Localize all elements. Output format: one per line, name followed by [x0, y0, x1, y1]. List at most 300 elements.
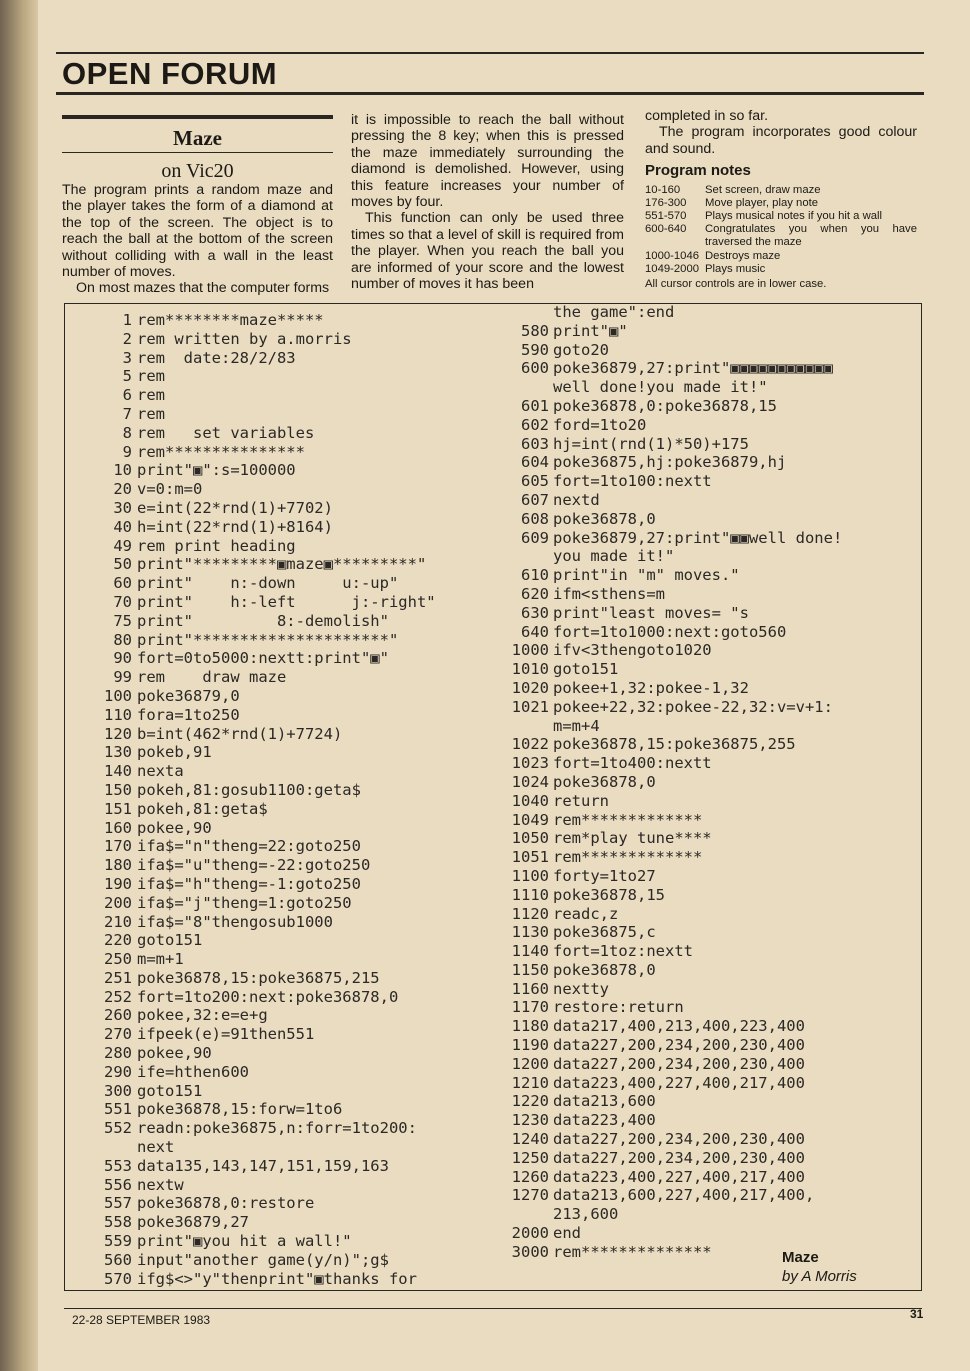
code-statement: rem********maze***** [137, 311, 324, 329]
line-number: 270 [104, 1025, 132, 1044]
line-number: 1200 [511, 1054, 549, 1073]
line-number: 1150 [511, 960, 549, 979]
code-line [82, 913, 494, 932]
code-line [82, 969, 494, 988]
line-number: 130 [104, 743, 132, 762]
line-number: 630 [521, 603, 549, 622]
code-line [503, 341, 913, 360]
line-number: 1130 [511, 923, 549, 942]
code-statement: print"▣" [553, 321, 628, 340]
code-statement: print"*********************" [137, 630, 399, 649]
code-statement: rem [137, 386, 165, 405]
code-statement: poke36879,27:print"▣▣well done! [553, 528, 843, 547]
code-line [82, 349, 494, 368]
code-line [503, 453, 913, 472]
code-statement: ford=1to20 [553, 415, 647, 434]
code-line [82, 499, 494, 518]
code-line [82, 762, 494, 781]
code-line [503, 829, 913, 848]
note-line-range: 10-160 [645, 183, 681, 196]
code-line [82, 631, 494, 650]
note-line-range: 551-570 [645, 210, 687, 223]
line-number: 604 [521, 453, 549, 472]
code-line [503, 980, 913, 999]
code-statement: print" n:-down u:-up" [137, 574, 399, 593]
line-number: 610 [521, 566, 549, 585]
code-line [82, 1025, 494, 1044]
code-continuation: m=m+4 [553, 716, 600, 735]
code-line [82, 1270, 494, 1289]
code-line [82, 1157, 494, 1176]
code-line [503, 1111, 913, 1130]
line-number: 1190 [511, 1036, 549, 1055]
title-top-rule [62, 115, 333, 119]
credit-author: by A Morris [782, 1268, 857, 1285]
line-number: 3000 [511, 1242, 549, 1261]
line-number: 1100 [511, 866, 549, 885]
line-number: 1023 [511, 754, 549, 773]
code-line [82, 894, 494, 913]
code-statement: fort=1to1000:next:goto560 [553, 622, 787, 641]
code-statement: poke36875,hj:poke36879,hj [553, 453, 787, 472]
code-line [503, 942, 913, 961]
line-number: 605 [521, 472, 549, 491]
paragraph: completed in so far. [645, 108, 769, 124]
code-statement: poke36878,15 [553, 885, 665, 904]
code-statement: poke36878,15:poke36875,215 [137, 968, 380, 987]
code-statement: poke36878,0:poke36878,15 [553, 396, 777, 415]
code-statement: restore:return [553, 998, 684, 1017]
code-statement: rem************* [553, 848, 703, 867]
code-line [82, 687, 494, 706]
line-number: 1250 [511, 1148, 549, 1167]
page-gutter-shadow [0, 0, 38, 1371]
program-note [645, 184, 917, 197]
issue-date: 22-28 SEPTEMBER 1983 [72, 1313, 211, 1327]
note-line-range: 1049-2000 [645, 262, 700, 275]
line-number: 210 [104, 912, 132, 931]
code-line [503, 1168, 913, 1187]
footer-rule [64, 1308, 922, 1309]
program-note [645, 263, 917, 276]
code-statement: data223,400 [553, 1111, 656, 1130]
program-note [645, 197, 917, 210]
paragraph: On most mazes that the computer forms [76, 280, 330, 297]
code-line [503, 998, 913, 1017]
code-line [82, 1251, 494, 1270]
code-statement: the game":end [553, 303, 675, 321]
code-statement: rem date:28/2/83 [137, 348, 296, 367]
line-number: 9 [122, 442, 132, 461]
code-statement: readn:poke36875,n:forr=1to200: [137, 1119, 417, 1138]
code-line [82, 367, 494, 386]
note-description: Plays music [705, 262, 766, 275]
program-listing-left [82, 311, 494, 1288]
code-continuation: well done!you made it!" [553, 378, 768, 397]
note-description: Set screen, draw maze [705, 183, 821, 196]
note-description: Congratulates you when you have traversed the maze [705, 223, 917, 249]
code-line [503, 1224, 913, 1243]
code-statement: poke36879,0 [137, 686, 240, 705]
code-statement: print"in "m" moves." [553, 566, 740, 585]
line-number: 110 [104, 705, 132, 724]
code-line [503, 679, 913, 698]
line-number: 1230 [511, 1111, 549, 1130]
line-number: 560 [104, 1250, 132, 1269]
line-number: 20 [113, 480, 132, 499]
code-line [82, 875, 494, 894]
line-number: 1010 [511, 660, 549, 679]
line-number: 151 [104, 799, 132, 818]
line-number: 2 [122, 329, 132, 348]
code-line [82, 1232, 494, 1251]
paragraph: This function can only be used three times so that a level of skill is required from the player. When you reach the ball you are informed of your score and the lowest number of moves it has been [351, 210, 624, 293]
code-statement: pokeh,81:gosub1100:geta$ [137, 780, 361, 799]
line-number: 1220 [511, 1092, 549, 1111]
code-line [503, 566, 913, 585]
line-number: 1040 [511, 791, 549, 810]
line-number: 5 [122, 367, 132, 386]
code-statement: ifa$="u"theng=-22:goto250 [137, 856, 371, 875]
line-number: 602 [521, 415, 549, 434]
line-number: 601 [521, 396, 549, 415]
code-line [503, 1036, 913, 1055]
line-number: 300 [104, 1081, 132, 1100]
code-line [82, 1082, 494, 1101]
code-line [503, 735, 913, 754]
code-line [82, 424, 494, 443]
article-column-2 [351, 112, 624, 292]
code-line [82, 931, 494, 950]
code-statement: pokee,32:e=e+g [137, 1006, 268, 1025]
code-statement: rem [137, 367, 165, 386]
code-statement: h=int(22*rnd(1)+8164) [137, 517, 333, 536]
code-statement: poke36875,c [553, 923, 656, 942]
line-number: 553 [104, 1156, 132, 1175]
code-line [503, 604, 913, 623]
code-statement: ifa$="j"theng=1:goto250 [137, 893, 352, 912]
code-statement: pokeh,81:geta$ [137, 799, 268, 818]
code-statement: rem set variables [137, 423, 315, 442]
code-line [82, 1100, 494, 1119]
line-number: 1049 [511, 810, 549, 829]
code-statement: poke36878,15:forw=1to6 [137, 1100, 343, 1119]
line-number: 580 [521, 321, 549, 340]
line-number: 607 [521, 490, 549, 509]
code-statement: pokee,90 [137, 1044, 212, 1063]
header-top-rule [56, 52, 924, 54]
line-number: 10 [113, 461, 132, 480]
code-statement: data213,600 [553, 1092, 656, 1111]
code-line [503, 961, 913, 980]
code-statement: data223,400,227,400,217,400 [553, 1167, 805, 1186]
code-statement: rem written by a.morris [137, 329, 352, 348]
line-number: 120 [104, 724, 132, 743]
note-line-range: 176-300 [645, 196, 687, 209]
line-number: 40 [113, 517, 132, 536]
header-bottom-rule [56, 92, 924, 95]
line-number: 640 [521, 622, 549, 641]
code-line [503, 510, 913, 529]
line-number: 220 [104, 931, 132, 950]
code-statement: data227,200,234,200,230,400 [553, 1130, 805, 1149]
code-continuation: you made it!" [553, 547, 675, 566]
line-number: 280 [104, 1044, 132, 1063]
code-statement: data217,400,213,400,223,400 [553, 1017, 805, 1036]
code-line [503, 754, 913, 773]
code-statement: readc,z [553, 904, 619, 923]
article-column-3 [645, 108, 917, 291]
code-statement: ife=hthen600 [137, 1062, 249, 1081]
code-line [82, 819, 494, 838]
line-number: 7 [122, 404, 132, 423]
line-number: 1260 [511, 1167, 549, 1186]
code-statement: rem************* [553, 810, 703, 829]
code-continuation: 213,600 [553, 1205, 619, 1224]
program-notes-heading: Program notes [645, 162, 751, 180]
line-number [503, 303, 549, 322]
code-statement: ifpeek(e)=91then551 [137, 1025, 315, 1044]
line-number: 1210 [511, 1073, 549, 1092]
program-note [645, 210, 917, 223]
code-statement: print"▣":s=100000 [137, 461, 296, 480]
line-number: 609 [521, 528, 549, 547]
article-title: Maze [173, 126, 222, 150]
code-line [82, 386, 494, 405]
note-description: Move player, play note [705, 196, 819, 209]
line-number: 30 [113, 498, 132, 517]
code-statement: fora=1to250 [137, 705, 240, 724]
code-statement: fort=1toz:nextt [553, 942, 693, 961]
code-line [82, 1006, 494, 1025]
line-number: 1051 [511, 848, 549, 867]
code-line [82, 461, 494, 480]
article-subtitle: on Vic20 [161, 160, 234, 182]
code-line [503, 416, 913, 435]
line-number: 251 [104, 968, 132, 987]
code-line [82, 1119, 494, 1138]
code-statement: poke36878,0:restore [137, 1194, 315, 1213]
code-line [503, 1149, 913, 1168]
code-line [503, 491, 913, 510]
code-statement: fort=1to100:nextt [553, 472, 712, 491]
line-number: 49 [113, 536, 132, 555]
code-line [82, 1044, 494, 1063]
code-statement: return [553, 791, 609, 810]
line-number: 590 [521, 340, 549, 359]
code-statement: e=int(22*rnd(1)+7702) [137, 498, 333, 517]
line-number: 608 [521, 509, 549, 528]
line-number: 100 [104, 686, 132, 705]
code-statement: data227,200,234,200,230,400 [553, 1148, 805, 1167]
code-line [82, 706, 494, 725]
program-note [645, 223, 917, 249]
line-number: 80 [113, 630, 132, 649]
line-number: 1000 [511, 641, 549, 660]
code-line [503, 1186, 913, 1205]
line-number: 1140 [511, 942, 549, 961]
code-statement: b=int(462*rnd(1)+7724) [137, 724, 343, 743]
code-statement: pokeb,91 [137, 743, 212, 762]
code-line [82, 837, 494, 856]
line-number: 1180 [511, 1017, 549, 1036]
line-number: 8 [122, 423, 132, 442]
title-bottom-rule [62, 152, 333, 153]
code-statement: rem*************** [137, 442, 305, 461]
code-line [82, 1176, 494, 1195]
code-line [503, 792, 913, 811]
code-line [503, 848, 913, 867]
code-statement: ifg$<>"y"thenprint"▣thanks for [137, 1269, 417, 1288]
code-statement: data227,200,234,200,230,400 [553, 1036, 805, 1055]
line-number: 1022 [511, 735, 549, 754]
code-line [503, 529, 913, 548]
code-line [82, 480, 494, 499]
code-line [503, 811, 913, 830]
code-statement: print"*********▣maze▣*********" [137, 555, 427, 574]
line-number: 170 [104, 837, 132, 856]
code-statement: forty=1to27 [553, 866, 656, 885]
line-number: 290 [104, 1062, 132, 1081]
note-description: Plays musical notes if you hit a wall [705, 210, 883, 223]
code-statement: rem [137, 404, 165, 423]
code-line [82, 649, 494, 668]
code-line [503, 660, 913, 679]
line-number: 559 [104, 1232, 132, 1251]
code-line [503, 397, 913, 416]
code-line [503, 623, 913, 642]
code-statement: ifa$="8"thengosub1000 [137, 912, 333, 931]
code-line [82, 518, 494, 537]
article-column-1 [62, 115, 333, 297]
code-line [82, 555, 494, 574]
code-statement: poke36878,15:poke36875,255 [553, 735, 796, 754]
line-number: 200 [104, 893, 132, 912]
line-number: 3 [122, 348, 132, 367]
code-statement: ifa$="h"theng=-1:goto250 [137, 874, 361, 893]
code-statement: pokee+22,32:pokee-22,32:v=v+1: [553, 697, 833, 716]
code-line [503, 923, 913, 942]
line-number: 1170 [511, 998, 549, 1017]
note-line-range: 600-640 [645, 223, 687, 236]
code-statement: m=m+1 [137, 950, 184, 969]
code-line [82, 593, 494, 612]
line-number: 552 [104, 1119, 132, 1138]
code-line [503, 641, 913, 660]
code-line [503, 867, 913, 886]
line-number: 99 [113, 668, 132, 687]
code-statement: v=0:m=0 [137, 480, 203, 499]
code-statement: data227,200,234,200,230,400 [553, 1054, 805, 1073]
code-statement: data213,600,227,400,217,400, [553, 1186, 815, 1205]
code-line [82, 800, 494, 819]
code-line [82, 781, 494, 800]
code-statement: rem print heading [137, 536, 296, 555]
code-line [503, 303, 913, 322]
code-line [82, 574, 494, 593]
code-line [503, 886, 913, 905]
code-statement: print" 8:-demolish" [137, 611, 389, 630]
code-line [82, 330, 494, 349]
note-line-range: 1000-1046 [645, 249, 700, 262]
line-number: 1050 [511, 829, 549, 848]
line-number: 180 [104, 856, 132, 875]
paragraph: The program prints a random maze and the player takes the form of a diamond at the top of the screen. The object is to reach the ball at the bottom of the screen without colliding with a wall in the least number of moves. [62, 182, 333, 281]
line-number: 557 [104, 1194, 132, 1213]
line-number: 160 [104, 818, 132, 837]
line-number: 252 [104, 987, 132, 1006]
code-statement: nexta [137, 762, 184, 781]
code-line [503, 698, 913, 717]
line-number: 1240 [511, 1130, 549, 1149]
code-line [82, 743, 494, 762]
code-line [82, 950, 494, 969]
code-statement: print"least moves= "s [553, 603, 749, 622]
code-line [82, 1213, 494, 1232]
line-number: 603 [521, 434, 549, 453]
paragraph: The program incorporates good colour and sound. [645, 124, 917, 157]
credit-title: Maze [782, 1249, 819, 1266]
code-statement: ifa$="n"theng=22:goto250 [137, 837, 361, 856]
code-statement: fort=1to400:nextt [553, 754, 712, 773]
line-number: 1160 [511, 979, 549, 998]
code-statement: ifv<3thengoto1020 [553, 641, 712, 660]
line-number: 620 [521, 584, 549, 603]
page-number: 31 [910, 1307, 924, 1321]
code-statement: rem************** [553, 1242, 712, 1261]
code-statement: goto20 [553, 340, 609, 359]
code-statement: hj=int(rnd(1)*50)+175 [553, 434, 749, 453]
line-number: 140 [104, 762, 132, 781]
code-statement: end [553, 1224, 581, 1243]
code-statement: poke36878,0 [553, 960, 656, 979]
code-statement: poke36879,27:print"▣▣▣▣▣▣▣▣▣▣▣ [553, 359, 833, 378]
code-continuation: next [137, 1138, 175, 1157]
code-line [82, 668, 494, 687]
code-statement: pokee,90 [137, 818, 212, 837]
line-number: 2000 [511, 1224, 549, 1243]
line-number: 75 [113, 611, 132, 630]
code-statement: nextw [137, 1175, 184, 1194]
line-number: 1021 [511, 697, 549, 716]
code-line [82, 443, 494, 462]
code-statement: nextty [553, 979, 609, 998]
code-statement: data135,143,147,151,159,163 [137, 1156, 389, 1175]
line-number: 1 [122, 311, 132, 329]
code-statement: fort=1to200:next:poke36878,0 [137, 987, 399, 1006]
code-line [82, 1194, 494, 1213]
code-statement: nextd [553, 490, 600, 509]
code-line [82, 537, 494, 556]
code-line [82, 856, 494, 875]
section-title: OPEN FORUM [62, 56, 278, 91]
code-statement: data223,400,227,400,217,400 [553, 1073, 805, 1092]
line-number: 150 [104, 780, 132, 799]
code-statement: fort=0to5000:nextt:print"▣" [137, 649, 389, 668]
code-line [503, 359, 913, 378]
note-description: Destroys maze [705, 249, 781, 262]
line-number: 551 [104, 1100, 132, 1119]
code-statement: poke36878,0 [553, 509, 656, 528]
code-statement: pokee+1,32:pokee-1,32 [553, 678, 749, 697]
code-statement: poke36878,0 [553, 772, 656, 791]
line-number: 1110 [511, 885, 549, 904]
code-statement: input"another game(y/n)";g$ [137, 1250, 389, 1269]
line-number: 1270 [511, 1186, 549, 1205]
line-number: 50 [113, 555, 132, 574]
code-statement: poke36879,27 [137, 1213, 249, 1232]
code-line [82, 405, 494, 424]
